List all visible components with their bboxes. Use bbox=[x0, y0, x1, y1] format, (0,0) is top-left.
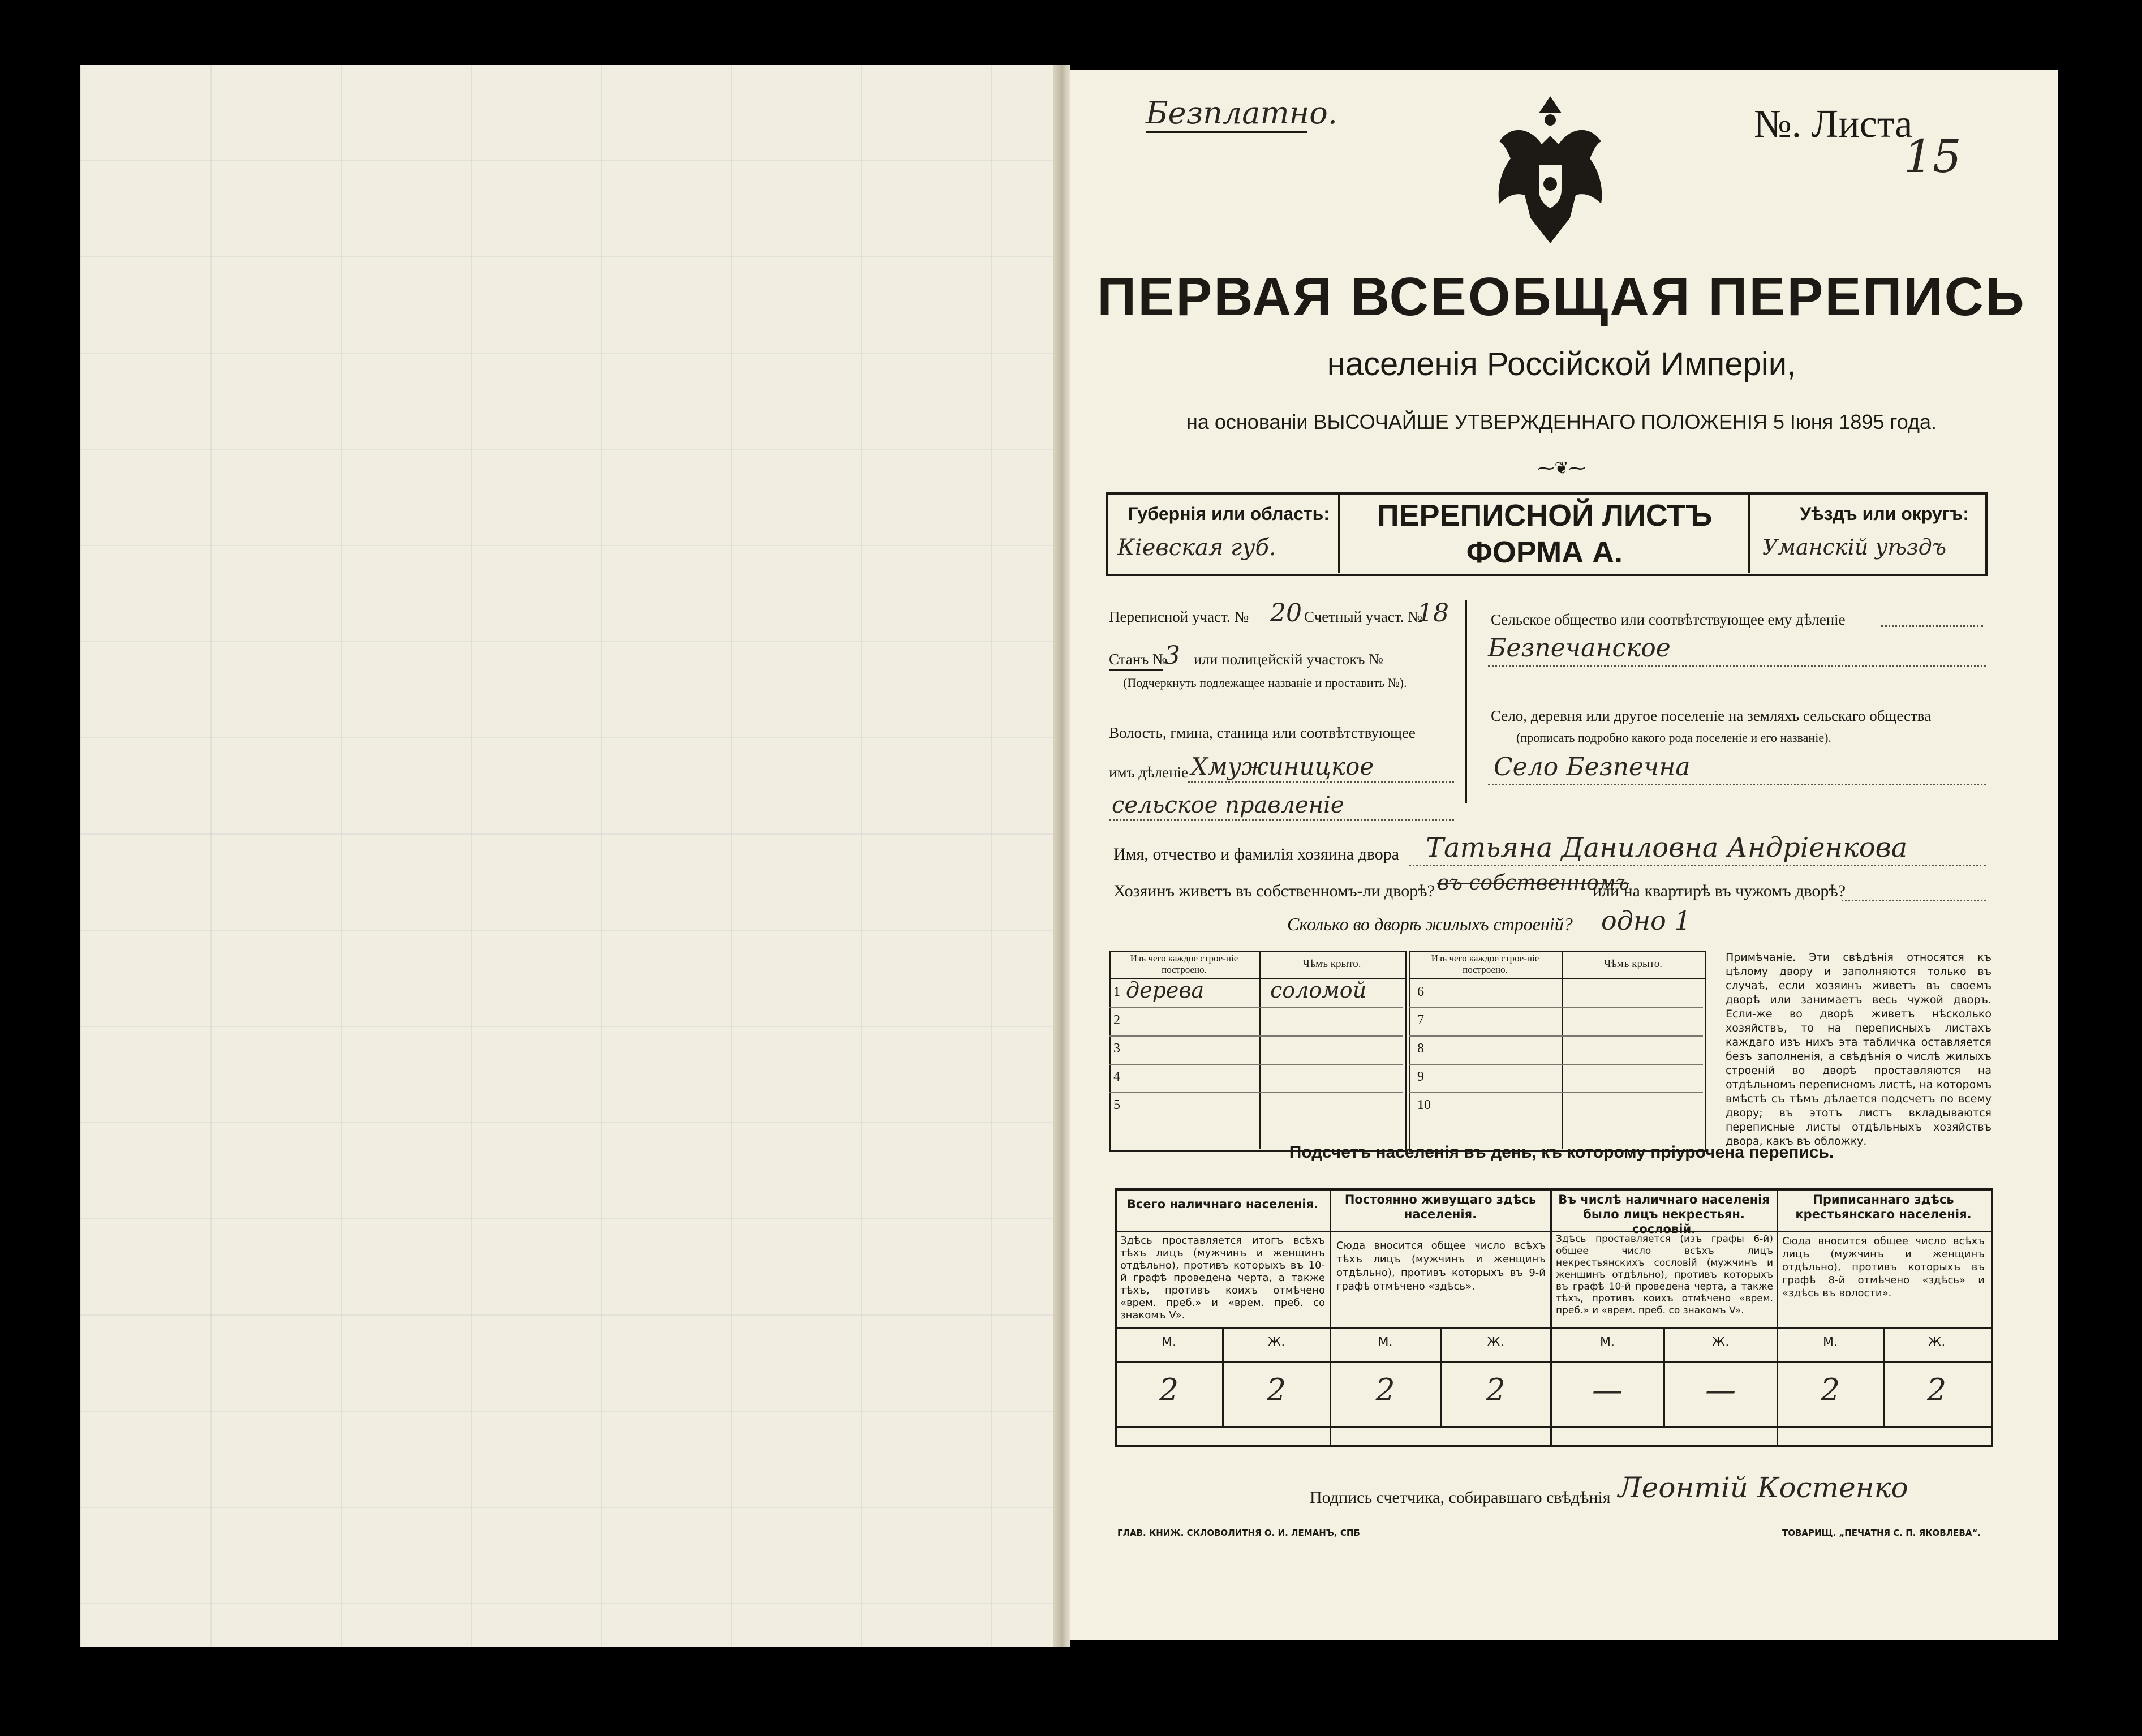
gubernia-value: Кіевская губ. bbox=[1117, 535, 1276, 561]
buildings-table-right bbox=[1409, 951, 1706, 1152]
m-label: М. bbox=[1162, 1335, 1176, 1350]
building-row-material: дерева bbox=[1126, 978, 1205, 1003]
owner-label: Имя, отчество и фамилія хозяина двора bbox=[1113, 845, 1400, 863]
main-title: ПЕРВАЯ ВСЕОБЩАЯ ПЕРЕПИСЬ bbox=[1097, 267, 2026, 327]
lives-value: въ собственномъ bbox=[1437, 871, 1629, 895]
lives-label: Хозяинъ живетъ въ собственномъ-ли дворѣ? bbox=[1113, 882, 1435, 900]
right-col-roof: Чѣмъ крыто. bbox=[1603, 958, 1663, 970]
underline-note: (Подчеркнуть подлежащее названіе и проставить №). bbox=[1123, 676, 1407, 690]
f-label: Ж. bbox=[1487, 1335, 1504, 1350]
subtitle: населенія Россійской Имперіи, bbox=[1327, 346, 1796, 383]
f-label: Ж. bbox=[1267, 1335, 1285, 1350]
free-label-underline bbox=[1146, 131, 1307, 133]
total-f-value: 2 bbox=[1266, 1372, 1287, 1408]
perepisnoi-value: 20 bbox=[1270, 599, 1302, 628]
schetny-value: 18 bbox=[1417, 599, 1449, 628]
printer-right: ТОВАРИЩ. „ПЕЧАТНЯ С. П. ЯКОВЛЕВА“. bbox=[1782, 1528, 1981, 1538]
schetny-label: Счетный участ. № bbox=[1304, 608, 1422, 625]
note-text: Примѣчаніе. Эти свѣдѣнія относятся къ цѣлому двору и заполняются только въ случаѣ, если хозяинъ живетъ въ своемъ дворѣ или занимаетъ весь чужой дворъ. Если-же во дворѣ живетъ нѣсколько хозяйствъ, то на переписныхъ листахъ каждаго изъ нихъ эта табличка оставляется безъ заполненія, а свѣдѣнія о числѣ жилыхъ строеній во дворѣ проставляются на отдѣльномъ переписномъ листѣ, на которомъ вмѣстѣ съ тѣмъ дѣлается подсчетъ по всему двору; въ этотъ листъ вкладываются переписные листы отдѣльныхъ хозяйствъ двора, какъ въ обложку. bbox=[1726, 951, 1992, 1148]
summary-col-registered-desc: Сюда вносится общее число всѣхъ лицъ (мужчинъ и женщинъ отдѣльно), противъ которыхъ въ графѣ 8-й отмѣчено «здѣсь» и «здѣсь въ волости». bbox=[1782, 1235, 1985, 1299]
left-col-material: Изъ чего каждое строе-ніе построено. bbox=[1130, 953, 1238, 975]
building-row-number: 4 bbox=[1113, 1069, 1120, 1084]
summary-title: Подсчетъ населенія въ день, къ которому пріурочена перепись. bbox=[1289, 1143, 1834, 1162]
volost-value-2: сельское правленіе bbox=[1112, 792, 1344, 818]
summary-col-registered-head: Приписаннаго здѣсь крестьянскаго населенія. bbox=[1795, 1193, 1972, 1221]
signature-value: Леонтій Костенко bbox=[1618, 1471, 1908, 1504]
gubernia-label: Губернія или область: bbox=[1128, 504, 1330, 524]
decree-line: на основаніи ВЫСОЧАЙШЕ УТВЕРЖДЕННАГО ПОЛОЖЕНІЯ 5 Іюня 1895 года. bbox=[1186, 410, 1937, 433]
m-label: М. bbox=[1600, 1335, 1615, 1350]
m-label: М. bbox=[1378, 1335, 1393, 1350]
printer-left: ГЛАВ. КНИЖ. СКЛОВОЛИТНЯ О. И. ЛЕМАНЪ, СПБ bbox=[1117, 1528, 1360, 1538]
summary-col-resident-desc: Сюда вносится общее число всѣхъ тѣхъ лицъ (мужчинъ и женщинъ отдѣльно), противъ которыхъ въ 9-й графѣ отмѣчено «здѣсь». bbox=[1336, 1240, 1546, 1292]
village-value: Село Безпечна bbox=[1494, 753, 1691, 781]
form-variant: ФОРМА А. bbox=[1466, 535, 1623, 569]
registered-m-value: 2 bbox=[1820, 1372, 1840, 1408]
building-row-number: 7 bbox=[1417, 1013, 1424, 1028]
sheet-number-value: 15 bbox=[1904, 130, 1962, 183]
left-blank-page bbox=[80, 65, 1062, 1647]
summary-col-nonpeasant-desc: Здѣсь проставляется (изъ графы 6-й) общее число всѣхъ лицъ некрестьянскихъ сословій (мужчинъ и женщинъ отдѣльно), противъ которыхъ въ графѣ 10-й проведена черта, а также тѣхъ, противъ коихъ отмѣчено «врем. преб.» и «врем. преб. со знакомъ V». bbox=[1556, 1234, 1773, 1316]
building-row-number: 6 bbox=[1417, 985, 1424, 999]
society-label: Сельское общество или соотвѣтствующее ему дѣленіе bbox=[1491, 611, 1846, 628]
building-row-number: 10 bbox=[1417, 1098, 1431, 1112]
stan-value: 3 bbox=[1164, 641, 1180, 670]
village-label: Село, деревня или другое поселеніе на земляхъ сельскаго общества bbox=[1491, 707, 1932, 724]
count-value: одно 1 bbox=[1601, 905, 1691, 936]
or-label: или на квартирѣ въ чужомъ дворѣ? bbox=[1593, 882, 1846, 900]
summary-col-total-head: Всего наличнаго населенія. bbox=[1126, 1197, 1319, 1211]
right-col-material: Изъ чего каждое строе-ніе построено. bbox=[1431, 953, 1539, 975]
society-value: Безпечанское bbox=[1488, 634, 1671, 663]
count-label: Сколько во дворѣ жилыхъ строеній? bbox=[1287, 914, 1573, 934]
ornament-divider: ⁓❦⁓ bbox=[1537, 459, 1586, 478]
sheet-number-label: №. Листа bbox=[1754, 102, 1913, 146]
summary-col-resident-head: Постоянно живущаго здѣсь населенія. bbox=[1344, 1193, 1537, 1221]
left-col-roof: Чѣмъ крыто. bbox=[1302, 958, 1361, 970]
building-row-roof: соломой bbox=[1270, 978, 1367, 1003]
free-label: Безплатно. bbox=[1146, 95, 1337, 131]
total-m-value: 2 bbox=[1159, 1372, 1179, 1408]
owner-value: Татьяна Даниловна Андріенкова bbox=[1426, 832, 1908, 863]
summary-col-total-desc: Здѣсь проставляется итогъ всѣхъ тѣхъ лицъ (мужчинъ и женщинъ отдѣльно), противъ которыхъ въ 10-й графѣ проведена черта, а также тѣхъ, противъ коихъ отмѣчено «врем. преб.» и «врем. преб. со знакомъ V». bbox=[1120, 1235, 1325, 1321]
uezd-value: Уманскій уѣздъ bbox=[1762, 535, 1947, 560]
f-label: Ж. bbox=[1928, 1335, 1946, 1350]
volost-label: Волость, гмина, станица или соотвѣтствующее bbox=[1109, 724, 1416, 741]
resident-f-value: 2 bbox=[1486, 1372, 1506, 1408]
building-row-number: 9 bbox=[1417, 1069, 1424, 1084]
registered-f-value: 2 bbox=[1926, 1372, 1947, 1408]
m-label: М. bbox=[1823, 1335, 1838, 1350]
village-note: (прописать подробно какого рода поселеніе и его названіе). bbox=[1516, 731, 1831, 745]
building-row-number: 2 bbox=[1113, 1013, 1120, 1028]
perepisnoi-label: Переписной участ. № bbox=[1109, 608, 1249, 625]
resident-m-value: 2 bbox=[1375, 1372, 1395, 1408]
summary-col-nonpeasant-head: Въ числѣ наличнаго населенія было лицъ некрестьян. сословій. bbox=[1558, 1193, 1770, 1236]
building-row-number: 3 bbox=[1113, 1041, 1120, 1056]
building-row-number: 5 bbox=[1113, 1098, 1120, 1112]
volost-value: Хмужиницкое bbox=[1191, 753, 1374, 780]
nonpeasant-f-value: — bbox=[1705, 1372, 1736, 1408]
form-title: ПЕРЕПИСНОЙ ЛИСТЪ bbox=[1377, 499, 1713, 532]
uezd-label: Уѣздъ или округъ: bbox=[1800, 504, 1969, 524]
police-label: или полицейскій участокъ № bbox=[1194, 651, 1383, 668]
building-row-number: 8 bbox=[1417, 1041, 1424, 1056]
f-label: Ж. bbox=[1711, 1335, 1730, 1350]
imperial-eagle-emblem bbox=[1477, 91, 1624, 255]
signature-label: Подпись счетчика, собиравшаго свѣдѣнія bbox=[1310, 1488, 1611, 1507]
volost-label-2: имъ дѣленіе bbox=[1109, 764, 1189, 781]
nonpeasant-m-value: — bbox=[1592, 1372, 1623, 1408]
stan-label: Станъ № bbox=[1109, 651, 1167, 668]
building-row-number: 1 bbox=[1113, 985, 1120, 999]
